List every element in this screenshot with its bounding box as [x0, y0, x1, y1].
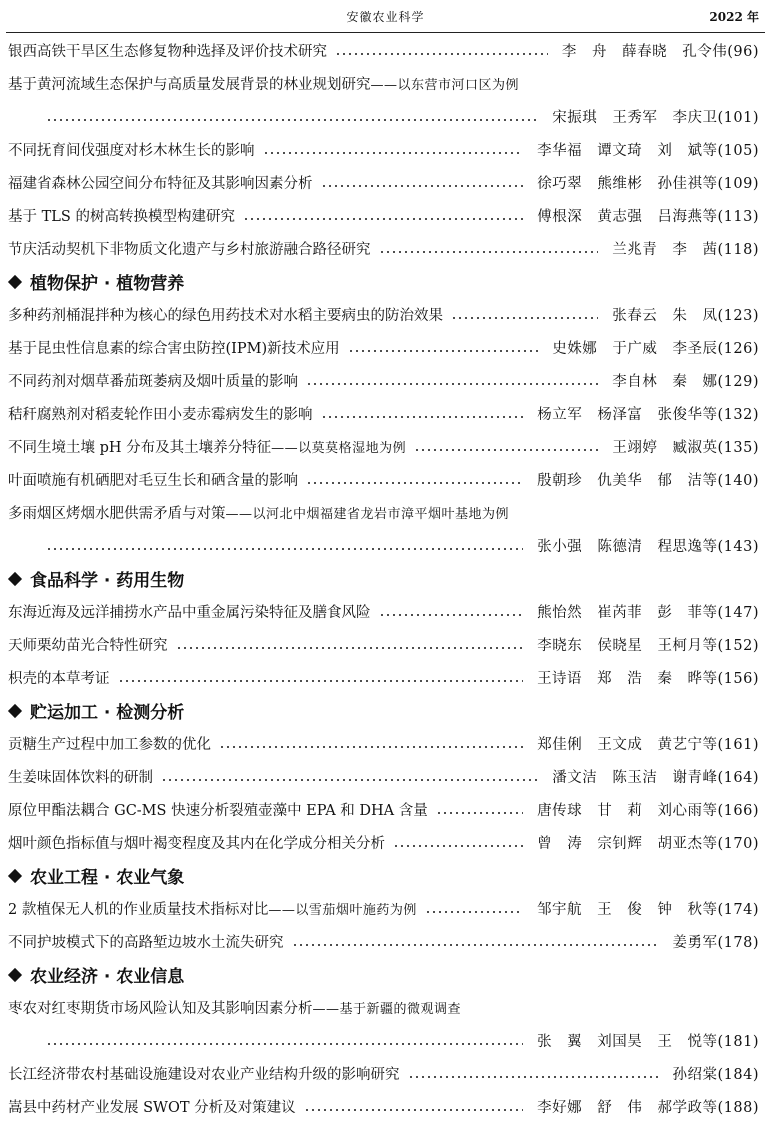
toc-entry — [0, 166, 771, 199]
toc-entry — [0, 595, 771, 628]
toc-entry — [0, 892, 771, 925]
article-title: 不同生境土壤 pH 分布及其土壤养分特征 — [8, 440, 272, 456]
dot-leader — [408, 1073, 659, 1081]
dot-leader — [304, 1106, 524, 1114]
diamond-bullet-icon — [8, 703, 22, 717]
toc-entry-continuation — [0, 1024, 771, 1057]
dot-leader — [292, 941, 659, 949]
section-heading — [0, 694, 771, 727]
toc-entry — [0, 34, 771, 67]
authors-and-page: 张 翼 刘国昊 王 悦等(181) — [537, 1034, 759, 1050]
authors-and-page: 李自林 秦 娜(129) — [612, 374, 759, 390]
authors-and-page: 熊怡然 崔芮菲 彭 菲等(147) — [537, 605, 759, 621]
article-title: 贡糖生产过程中加工参数的优化 — [8, 737, 211, 753]
dot-leader — [243, 215, 523, 223]
dot-leader — [176, 644, 524, 652]
article-title: 不同抚育间伐强度对杉木林生长的影响 — [8, 143, 255, 159]
table-of-contents — [0, 34, 771, 1123]
section-heading — [0, 265, 771, 298]
toc-entry — [0, 760, 771, 793]
article-title: 叶面喷施有机硒肥对毛豆生长和硒含量的影响 — [8, 473, 298, 489]
dot-leader — [118, 677, 524, 685]
dot-leader — [161, 776, 538, 784]
article-title: 天师栗幼苗光合特性研究 — [8, 638, 168, 654]
dot-leader — [379, 248, 599, 256]
authors-and-page: 张春云 朱 凤(123) — [612, 308, 759, 324]
article-title: 基于昆虫性信息素的综合害虫防控(IPM)新技术应用 — [8, 341, 340, 357]
authors-and-page: 王翊婷 臧淑英(135) — [612, 440, 759, 456]
toc-entry-continuation — [0, 529, 771, 562]
authors-and-page: 宋振琪 王秀军 李庆卫(101) — [552, 110, 759, 126]
dot-leader — [321, 413, 524, 421]
authors-and-page: 邹宇航 王 俊 钟 秋等(174) — [537, 902, 759, 918]
article-title: 多种药剂桶混拌种为核心的绿色用药技术对水稻主要病虫的防治效果 — [8, 308, 443, 324]
dot-leader — [321, 182, 524, 190]
toc-entry — [0, 232, 771, 265]
section-heading — [0, 859, 771, 892]
article-title: 银西高铁干旱区生态修复物种选择及评价技术研究 — [8, 44, 327, 60]
dot-leader — [335, 50, 548, 58]
toc-entry — [0, 793, 771, 826]
authors-and-page: 傅根深 黄志强 吕海燕等(113) — [537, 209, 759, 225]
article-title: 不同药剂对烟草番茄斑萎病及烟叶质量的影响 — [8, 374, 298, 390]
article-title: 秸秆腐熟剂对稻麦轮作田小麦赤霉病发生的影响 — [8, 407, 313, 423]
article-title: 生姜味固体饮料的研制 — [8, 770, 153, 786]
dot-leader — [414, 446, 598, 454]
dot-leader — [46, 116, 538, 124]
toc-entry — [0, 826, 771, 859]
authors-and-page: 姜勇军(178) — [672, 935, 759, 951]
toc-entry — [0, 925, 771, 958]
dot-leader — [348, 347, 539, 355]
toc-entry — [0, 661, 771, 694]
dot-leader — [306, 380, 598, 388]
article-title: 枣农对红枣期货市场风险认知及其影响因素分析 — [8, 1001, 313, 1017]
toc-entry — [0, 67, 771, 100]
authors-and-page: 李 舟 薛春晓 孔令伟(96) — [561, 44, 759, 60]
header-rule — [6, 32, 765, 33]
dot-leader — [425, 908, 523, 916]
toc-entry — [0, 1057, 771, 1090]
toc-entry — [0, 463, 771, 496]
dot-leader — [451, 314, 598, 322]
section-heading — [0, 958, 771, 991]
section-label: 植物保护 · 植物营养 — [30, 274, 185, 294]
section-label: 农业工程 · 农业气象 — [30, 868, 185, 888]
authors-and-page: 曾 涛 宗钊辉 胡亚杰等(170) — [537, 836, 759, 852]
article-title: 原位甲酯法耦合 GC-MS 快速分析裂殖壶藻中 EPA 和 DHA 含量 — [8, 803, 428, 819]
diamond-bullet-icon — [8, 274, 22, 288]
article-subtitle: ——以莫莫格湿地为例 — [271, 441, 407, 456]
authors-and-page: 王诗语 郑 浩 秦 晔等(156) — [537, 671, 759, 687]
journal-title: 安徽农业科学 — [346, 10, 425, 24]
dot-leader — [263, 149, 524, 157]
dot-leader — [219, 743, 523, 751]
authors-and-page: 唐传球 甘 莉 刘心雨等(166) — [537, 803, 759, 819]
toc-entry — [0, 1090, 771, 1123]
article-title: 枳壳的本草考证 — [8, 671, 110, 687]
article-title: 福建省森林公园空间分布特征及其影响因素分析 — [8, 176, 313, 192]
article-title: 长江经济带农村基础设施建设对农业产业结构升级的影响研究 — [8, 1067, 400, 1083]
section-heading — [0, 562, 771, 595]
toc-entry — [0, 496, 771, 529]
authors-and-page: 殷朝珍 仇美华 郁 洁等(140) — [537, 473, 759, 489]
diamond-bullet-icon — [8, 967, 22, 981]
article-title: 东海近海及远洋捕捞水产品中重金属污染特征及膳食风险 — [8, 605, 371, 621]
article-title: 多雨烟区烤烟水肥供需矛盾与对策 — [8, 506, 226, 522]
article-subtitle: ——以东营市河口区为例 — [370, 78, 520, 93]
article-subtitle: ——以河北中烟福建省龙岩市漳平烟叶基地为例 — [225, 507, 510, 522]
article-subtitle: ——以雪茄烟叶施药为例 — [268, 903, 417, 918]
dot-leader — [46, 545, 523, 553]
article-title: 2 款植保无人机的作业质量技术指标对比 — [8, 902, 269, 918]
toc-entry — [0, 727, 771, 760]
authors-and-page: 李好娜 舒 伟 郝学政等(188) — [537, 1100, 759, 1116]
article-title: 嵩县中药材产业发展 SWOT 分析及对策建议 — [8, 1100, 296, 1116]
toc-entry — [0, 298, 771, 331]
authors-and-page: 孙绍棠(184) — [672, 1067, 759, 1083]
dot-leader — [393, 842, 523, 850]
article-title: 烟叶颜色指标值与烟叶褐变程度及其内在化学成分相关分析 — [8, 836, 385, 852]
article-subtitle: ——基于新疆的微观调查 — [312, 1002, 462, 1017]
authors-and-page: 郑佳俐 王文成 黄艺宁等(161) — [537, 737, 759, 753]
dot-leader — [306, 479, 523, 487]
dot-leader — [379, 611, 524, 619]
authors-and-page: 李晓东 侯晓星 王柯月等(152) — [537, 638, 759, 654]
page-header — [0, 0, 771, 34]
dot-leader — [436, 809, 523, 817]
toc-entry — [0, 199, 771, 232]
toc-entry — [0, 628, 771, 661]
article-title: 不同护坡模式下的高路堑边坡水土流失研究 — [8, 935, 284, 951]
authors-and-page: 潘文洁 陈玉洁 谢青峰(164) — [552, 770, 759, 786]
toc-entry — [0, 430, 771, 463]
authors-and-page: 张小强 陈德清 程思逸等(143) — [537, 539, 759, 555]
journal-year: 2022 年 — [709, 10, 759, 24]
toc-entry-continuation — [0, 100, 771, 133]
section-label: 食品科学 · 药用生物 — [30, 571, 185, 591]
authors-and-page: 杨立军 杨泽富 张俊华等(132) — [537, 407, 759, 423]
toc-entry — [0, 364, 771, 397]
authors-and-page: 兰兆青 李 茜(118) — [612, 242, 759, 258]
toc-entry — [0, 133, 771, 166]
toc-entry — [0, 331, 771, 364]
article-title: 基于 TLS 的树高转换模型构建研究 — [8, 209, 235, 225]
dot-leader — [46, 1040, 523, 1048]
diamond-bullet-icon — [8, 868, 22, 882]
toc-entry — [0, 397, 771, 430]
authors-and-page: 史姝娜 于广威 李圣辰(126) — [552, 341, 759, 357]
article-title: 节庆活动契机下非物质文化遗产与乡村旅游融合路径研究 — [8, 242, 371, 258]
authors-and-page: 李华福 谭文琦 刘 斌等(105) — [537, 143, 759, 159]
toc-entry — [0, 991, 771, 1024]
diamond-bullet-icon — [8, 571, 22, 585]
article-title: 基于黄河流域生态保护与高质量发展背景的林业规划研究 — [8, 77, 371, 93]
section-label: 贮运加工 · 检测分析 — [30, 703, 185, 723]
section-label: 农业经济 · 农业信息 — [30, 967, 185, 987]
authors-and-page: 徐巧翠 熊维彬 孙佳祺等(109) — [537, 176, 759, 192]
